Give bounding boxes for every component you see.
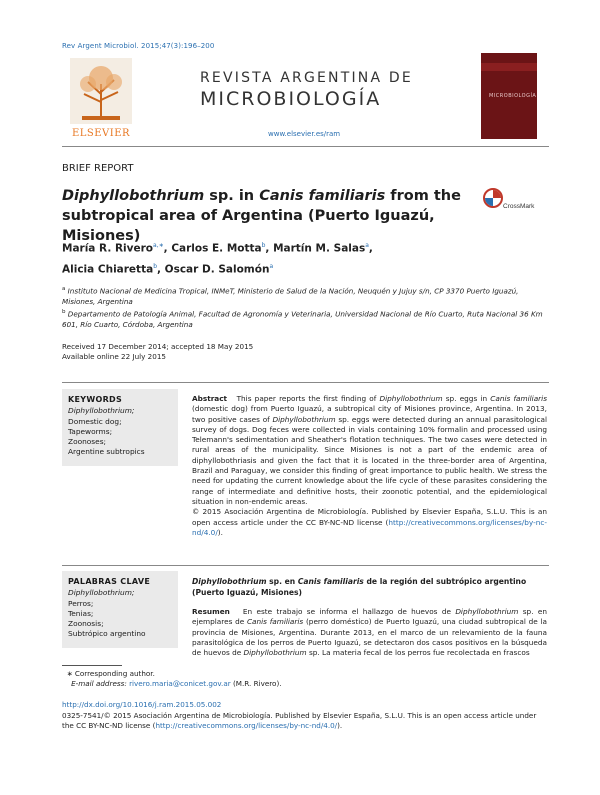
keyword: Domestic dog; bbox=[68, 416, 122, 426]
license-link[interactable]: http://creativecommons.org/licenses/by-nc-nd/4.0/ bbox=[192, 517, 547, 537]
keyword: Zoonoses; bbox=[68, 437, 107, 447]
palabras-clave-box bbox=[62, 571, 178, 648]
journal-title-line1: REVISTA ARGENTINA DE bbox=[200, 70, 413, 86]
author[interactable]: Oscar D. Salomón bbox=[164, 263, 270, 275]
author[interactable]: Alicia Chiaretta bbox=[62, 263, 154, 275]
article-title: Diphyllobothrium sp. in Canis familiaris from the subtropical area of Argentina (Puerto Iguazú, Misiones) bbox=[62, 188, 461, 244]
email-link[interactable]: rivero.maria@conicet.gov.ar bbox=[129, 679, 231, 688]
journal-cover bbox=[481, 53, 537, 139]
keywords-box bbox=[62, 389, 178, 466]
abstract-label: Abstract bbox=[192, 394, 228, 403]
keyword: Tenias; bbox=[68, 608, 94, 618]
footnote: ∗ Corresponding author. E-mail address: rivero.maria@conicet.gov.ar (M.R. Rivero). bbox=[62, 669, 282, 688]
section-rule bbox=[62, 382, 549, 383]
keyword: Zoonosis; bbox=[68, 619, 104, 629]
article-dates bbox=[62, 342, 253, 362]
palabras-heading: PALABRAS CLAVE bbox=[68, 577, 151, 586]
journal-title-line2: MICROBIOLOGÍA bbox=[200, 88, 382, 110]
doi-link[interactable]: http://dx.doi.org/10.1016/j.ram.2015.05.002 bbox=[62, 700, 222, 709]
affiliation: $^a$ Instituto Nacional de Medicina Tropical, INMeT, Ministerio de Salud de la Nación, Neuquén y Jujuy s/n, CP 3370 Puerto Iguazú, Misiones, Argentina bbox=[62, 286, 519, 306]
cover-text: MICROBIOLOGÍA bbox=[489, 93, 537, 99]
header-rule bbox=[62, 146, 549, 147]
resumen-label: Resumen bbox=[192, 607, 230, 616]
keyword: Diphyllobothrium; bbox=[68, 406, 135, 416]
online-date: Available online 22 July 2015 bbox=[62, 352, 166, 361]
footer-license-link[interactable]: http://creativecommons.org/licenses/by-nc-nd/4.0/ bbox=[155, 721, 338, 731]
keyword: Tapeworms; bbox=[68, 426, 113, 436]
citation: Rev Argent Microbiol. 2015;47(3):196–200 bbox=[62, 42, 215, 50]
author[interactable]: Martín M. Salas bbox=[273, 242, 366, 255]
spanish-title: Diphyllobothrium sp. en Canis familiaris de la región del subtrópico argentino (Puerto Iguazú, Misiones) bbox=[192, 577, 527, 597]
footnote-rule bbox=[62, 665, 122, 666]
keyword: Subtrópico argentino bbox=[68, 629, 146, 639]
crossmark-badge[interactable] bbox=[483, 186, 543, 214]
keyword: Perros; bbox=[68, 598, 94, 608]
article-type: BRIEF REPORT bbox=[62, 163, 134, 174]
corresponding-author: Corresponding author. bbox=[74, 669, 155, 678]
keyword: Diphyllobothrium; bbox=[68, 588, 135, 598]
author[interactable]: María R. Rivero bbox=[62, 242, 154, 255]
abstract: Abstract This paper reports the first finding of Diphyllobothrium sp. eggs in Canis familiaris (domestic dog) from Puerto Iguazú, a subtropical city of Misiones province, Argentina. In 2013, two positive cases of Diphyllobothrium sp. eggs were detected during an annual parasitological survey of dogs. Dog feces were collected in vials containing 10% formalin and processed using Telemann's sedimentation and Sheather's flotation techniques. The two cases were detected in rural areas of the municipality. Since Misiones is not a part of the endemic area of diphyllobothriasis and given the fact that it is located in the three-border area of Argentina, Brazil and Paraguay, we consider this finding of great importance to public health. We stress the need for updating the current knowledge about the life cycle of these parasites considering the range of intermediate and definitive hosts, their zoonotic potential, and the epidemiological situation in non-endemic areas. © 2015 Asociación Argentina de Microbiología. Published by Elsevier España, S.L.U. This is an open access article under the CC BY-NC-ND license (http://creativecommons.org/licenses/by-nc-nd/4.0/). bbox=[192, 394, 547, 537]
received-date: Received 17 December 2014; accepted 18 May 2015 bbox=[62, 342, 254, 351]
author[interactable]: Carlos E. Motta bbox=[171, 242, 262, 255]
journal-url[interactable]: www.elsevier.es/ram bbox=[268, 130, 341, 138]
keywords-heading: KEYWORDS bbox=[68, 395, 123, 404]
affiliation: $^b$ Departamento de Patología Animal, Facultad de Agronomía y Veterinaria, Universidad Nacional de Río Cuarto, Ruta Nacional 36 Km 601, Río Cuarto, Córdoba, Argentina bbox=[62, 309, 543, 329]
resumen: Resumen En este trabajo se informa el hallazgo de huevos de Diphyllobothrium sp. en ejemplares de Canis familiaris (perro doméstico) de Puerto Iguazú, una ciudad subtropical de la provincia de Misiones, Argentina. Durante 2013, en el marco de un relevamiento de la fauna parasitológica de los perros de Puerto Iguazú, se detectaron dos casos positivos en la búsqueda de huevos de Diphyllobothrium sp. La materia fecal de los perros fue recolectada en frascos bbox=[192, 607, 547, 658]
section-rule bbox=[62, 565, 549, 566]
crossmark-label: CrossMark bbox=[503, 203, 535, 210]
keyword: Argentine subtropics bbox=[68, 447, 145, 457]
author-list: María R. Rivero$^{a,∗}$, Carlos E. Motta$^b$, Martín M. Salas$^a$, Alicia Chiaretta$^b$, Oscar D. Salomón$^a$ bbox=[62, 242, 373, 275]
copyright-notice: 0325-7541/© 2015 Asociación Argentina de Microbiología. Published by Elsevier España, S.L.U. This is an open access article under the CC BY-NC-ND license (http://creativecommons.org/licenses/by-nc-nd/4.0/). bbox=[62, 711, 537, 731]
publisher-name: ELSEVIER bbox=[71, 128, 131, 139]
